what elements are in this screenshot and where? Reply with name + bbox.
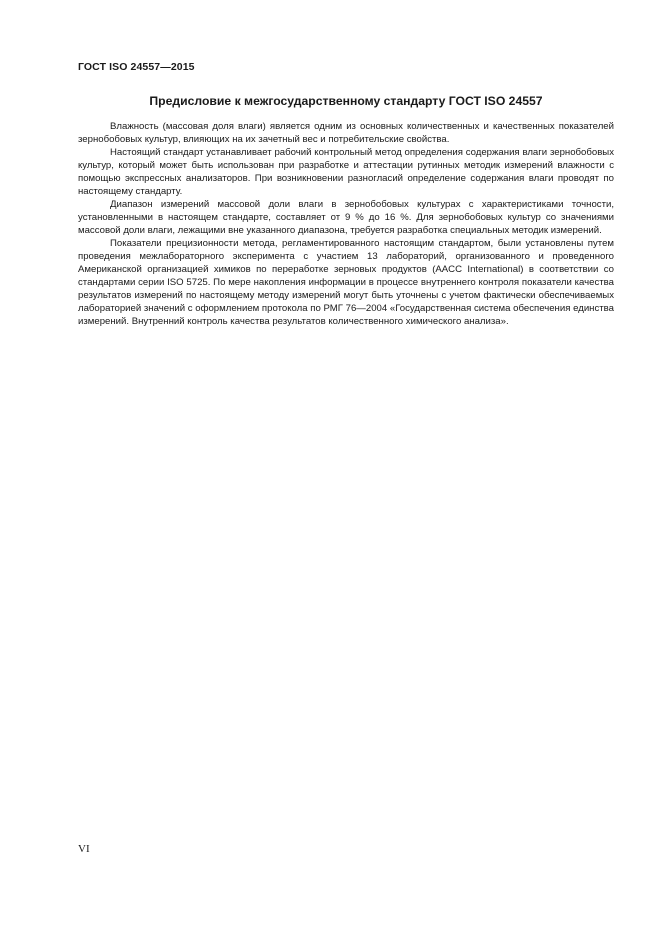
paragraph-precision: Показатели прецизионности метода, регламентированного настоящим стандартом, были установлены путем проведения межлабораторного эксперимента с участием 13 лабораторий, организованного и проведенного Американской организацией химиков по переработке зерновых продуктов (AACC International) в соответствии со стандартами серии ISO 5725. По мере накопления информации в процессе внутреннего контроля показатели качества результатов измерений по настоящему методу измерений могут быть уточнены с учетом фактически обеспечиваемых лабораторией значений с оформлением протокола по РМГ 76—2004 «Государственная система обеспечения единства измерений. Внутренний контроль качества результатов количественного химического анализа».	[78, 238, 614, 327]
page-number: VI	[78, 843, 90, 855]
preface-body	[78, 120, 614, 328]
standard-code-header: ГОСТ ISO 24557—2015	[78, 61, 195, 73]
paragraph-moisture-importance: Влажность (массовая доля влаги) является одним из основных количественных и качественных показателей зернобобовых культур, влияющих на их зачетный вес и потребительские свойства.	[78, 121, 614, 145]
paragraph-standard-scope: Настоящий стандарт устанавливает рабочий контрольный метод определения содержания влаги зернобобовых культур, который может быть использован при разработке и аттестации рутинных методик измерений влажности с помощью экспрессных анализаторов. При возникновении разногласий определение содержания влаги проводят по настоящему стандарту.	[78, 147, 614, 197]
preface-title: Предисловие к межгосударственному стандарту ГОСТ ISO 24557	[149, 94, 543, 108]
paragraph-measurement-range: Диапазон измерений массовой доли влаги в зернобобовых культурах с характеристиками точности, установленными в настоящем стандарте, составляет от 9 % до 16 %. Для зернобобовых культур со значениями массовой доли влаги, лежащими вне указанного диапазона, требуется разработка специальных методик измерений.	[78, 199, 614, 236]
